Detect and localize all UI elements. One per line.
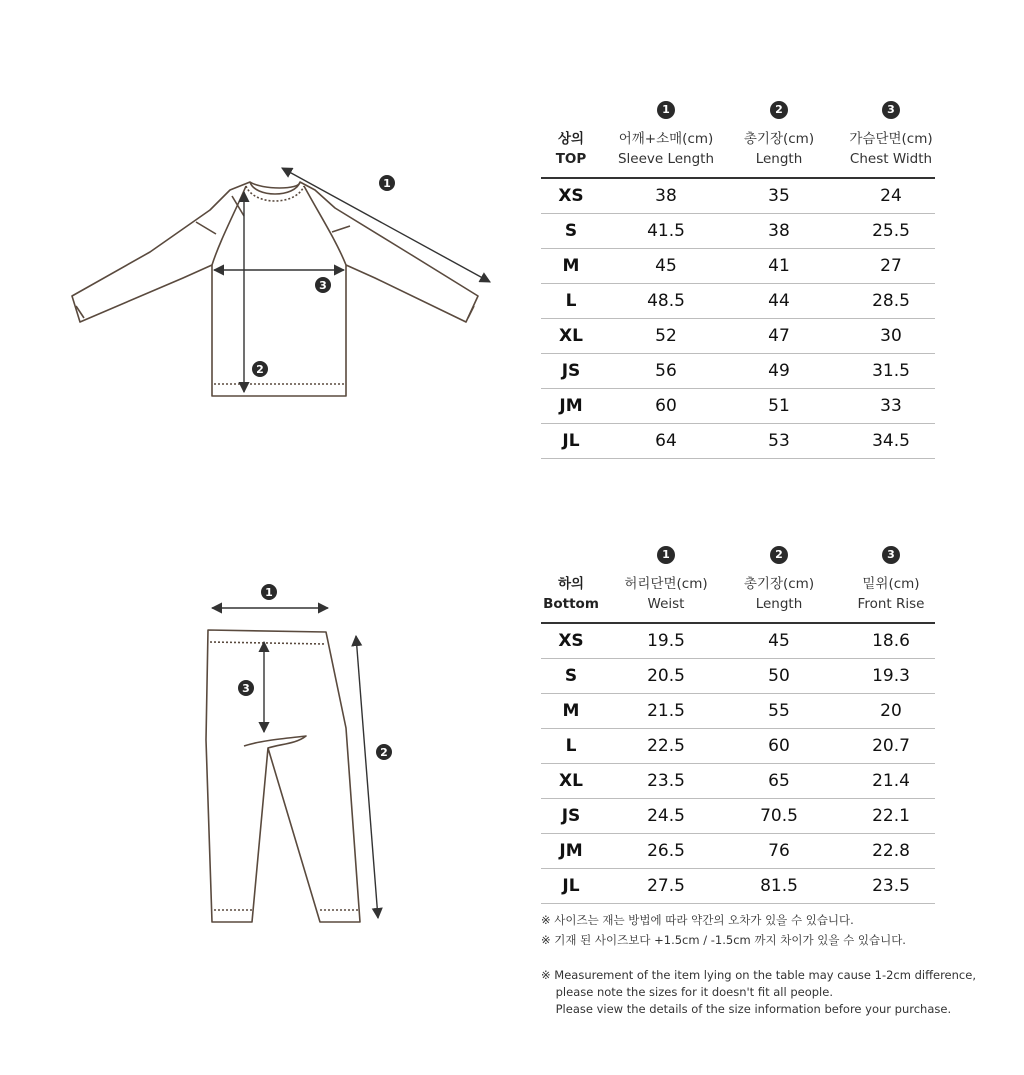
size-value: 25.5 xyxy=(872,221,910,241)
table-row xyxy=(541,764,935,799)
svg-text:3: 3 xyxy=(319,279,327,292)
top-col3-header: 가슴단면(cm) Chest Width xyxy=(849,131,933,167)
bottom-col2-header: 총기장(cm) Length xyxy=(743,576,815,612)
table-row xyxy=(541,354,935,389)
size-value: 55 xyxy=(768,701,790,721)
size-value: 41 xyxy=(768,256,790,276)
size-label: JS xyxy=(561,806,581,826)
table-row xyxy=(541,249,935,284)
size-value: 22.5 xyxy=(647,736,685,756)
size-label: XS xyxy=(558,186,584,206)
size-note-en-3: Please view the details of the size information before your purchase. xyxy=(541,1002,952,1016)
size-value: 49 xyxy=(768,361,790,381)
size-value: 28.5 xyxy=(872,291,910,311)
size-label: XS xyxy=(558,631,584,651)
size-value: 53 xyxy=(768,431,790,451)
table-row xyxy=(541,284,935,319)
size-label: L xyxy=(565,736,577,756)
size-label: JL xyxy=(562,431,580,451)
top-garment-illustration xyxy=(60,150,510,410)
size-value: 23.5 xyxy=(872,876,910,896)
top-marker-2 xyxy=(252,361,268,377)
size-value: 27.5 xyxy=(647,876,685,896)
size-note-ko-2: ※ 기재 된 사이즈보다 +1.5cm / -1.5cm 까지 차이가 있을 수 있습니다. xyxy=(541,933,906,947)
bottom-col3-header: 밑위(cm) Front Rise xyxy=(857,576,925,612)
top-col3-marker: 3 xyxy=(882,101,900,119)
size-label: JL xyxy=(562,876,580,896)
top-marker-3 xyxy=(315,277,331,293)
size-value: 51 xyxy=(768,396,790,416)
top-size-table xyxy=(541,101,935,459)
size-value: 50 xyxy=(768,666,790,686)
svg-text:2: 2 xyxy=(256,363,264,376)
table-row xyxy=(541,319,935,354)
svg-text:3: 3 xyxy=(242,682,250,695)
shirt-outline xyxy=(72,182,478,396)
size-value: 44 xyxy=(768,291,790,311)
table-row xyxy=(541,424,935,459)
size-value: 22.1 xyxy=(872,806,910,826)
top-col1-header: 어깨+소매(cm) Sleeve Length xyxy=(617,131,715,167)
pants-outline xyxy=(206,630,360,922)
size-value: 20.5 xyxy=(647,666,685,686)
size-label: M xyxy=(562,256,580,276)
bottom-marker-3 xyxy=(238,680,254,696)
size-value: 45 xyxy=(768,631,790,651)
size-value: 34.5 xyxy=(872,431,910,451)
bottom-col1-marker: 1 xyxy=(657,546,675,564)
size-value: 20.7 xyxy=(872,736,910,756)
size-value: 21.4 xyxy=(872,771,910,791)
size-value: 48.5 xyxy=(647,291,685,311)
size-value: 38 xyxy=(655,186,677,206)
table-row xyxy=(541,799,935,834)
size-value: 56 xyxy=(655,361,677,381)
bottom-marker-2 xyxy=(376,744,392,760)
size-value: 33 xyxy=(880,396,902,416)
top-col1-marker: 1 xyxy=(657,101,675,119)
bottom-garment-illustration xyxy=(200,580,420,930)
table-row xyxy=(541,389,935,424)
size-value: 24 xyxy=(880,186,902,206)
table-row xyxy=(541,179,935,214)
size-value: 81.5 xyxy=(760,876,798,896)
size-value: 60 xyxy=(768,736,790,756)
bottom-col3-marker: 3 xyxy=(882,546,900,564)
size-label: JS xyxy=(561,361,581,381)
size-value: 38 xyxy=(768,221,790,241)
size-value: 60 xyxy=(655,396,677,416)
top-table-label: 상의 TOP xyxy=(555,131,587,167)
size-label: JM xyxy=(559,396,583,416)
size-value: 27 xyxy=(880,256,902,276)
size-value: 21.5 xyxy=(647,701,685,721)
bottom-size-table xyxy=(541,546,935,904)
size-label: L xyxy=(565,291,577,311)
size-value: 35 xyxy=(768,186,790,206)
size-value: 19.3 xyxy=(872,666,910,686)
top-col2-header: 총기장(cm) Length xyxy=(743,131,815,167)
size-label: M xyxy=(562,701,580,721)
size-note-en-2: please note the sizes for it doesn't fit all people. xyxy=(541,985,833,999)
table-row xyxy=(541,694,935,729)
size-value: 22.8 xyxy=(872,841,910,861)
size-label: S xyxy=(564,666,578,686)
size-value: 76 xyxy=(768,841,790,861)
size-value: 19.5 xyxy=(647,631,685,651)
top-table-body xyxy=(541,179,935,459)
size-value: 70.5 xyxy=(760,806,798,826)
size-value: 18.6 xyxy=(872,631,910,651)
size-value: 23.5 xyxy=(647,771,685,791)
size-note-ko-1: ※ 사이즈는 재는 방법에 따라 약간의 오차가 있을 수 있습니다. xyxy=(541,913,854,927)
bottom-table-body xyxy=(541,624,935,904)
svg-text:2: 2 xyxy=(380,746,388,759)
svg-text:1: 1 xyxy=(383,177,391,190)
size-label: XL xyxy=(559,326,583,346)
size-value: 45 xyxy=(655,256,677,276)
top-marker-1 xyxy=(379,175,395,191)
size-label: JM xyxy=(559,841,583,861)
table-row xyxy=(541,869,935,904)
table-row xyxy=(541,659,935,694)
top-table-header xyxy=(541,101,935,179)
bottom-table-header xyxy=(541,546,935,624)
size-label: S xyxy=(564,221,578,241)
size-value: 41.5 xyxy=(647,221,685,241)
size-value: 20 xyxy=(880,701,902,721)
table-row xyxy=(541,834,935,869)
size-value: 52 xyxy=(655,326,677,346)
bottom-col2-marker: 2 xyxy=(770,546,788,564)
bottom-col1-header: 허리단면(cm) Weist xyxy=(624,576,708,612)
size-value: 26.5 xyxy=(647,841,685,861)
size-value: 24.5 xyxy=(647,806,685,826)
bottom-marker-1 xyxy=(261,584,277,600)
table-row xyxy=(541,729,935,764)
size-value: 31.5 xyxy=(872,361,910,381)
size-value: 47 xyxy=(768,326,790,346)
size-value: 65 xyxy=(768,771,790,791)
top-col2-marker: 2 xyxy=(770,101,788,119)
bottom-table-label: 하의 Bottom xyxy=(543,576,599,612)
svg-text:1: 1 xyxy=(265,586,273,599)
size-note-en-1: ※ Measurement of the item lying on the table may cause 1-2cm difference, xyxy=(541,968,976,982)
size-value: 30 xyxy=(880,326,902,346)
size-label: XL xyxy=(559,771,583,791)
table-row xyxy=(541,214,935,249)
table-row xyxy=(541,624,935,659)
size-value: 64 xyxy=(655,431,677,451)
